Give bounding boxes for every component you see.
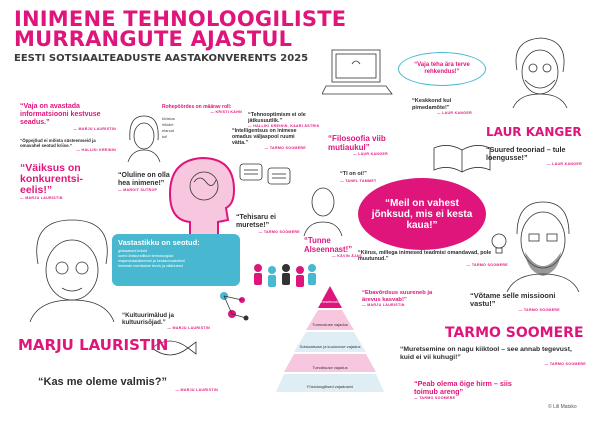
small-woman-portrait: [124, 110, 164, 162]
tarmo-soomere-portrait: [503, 194, 581, 292]
quote-author: — HALLIKI KREININ, KAARI ÄSTRIK: [248, 124, 320, 128]
quote-author: — LAUR KANGER: [546, 162, 582, 166]
quote-text: “Võtame selle missiooni vastu!”: [470, 291, 556, 308]
quote-author: — MARJU LAURISTIN: [362, 303, 405, 308]
man-portrait-center: [300, 180, 346, 236]
teal-item: inimeste mentaalne tervis ja väärtused: [118, 264, 183, 268]
teal-item: majandussüsteemid ja keskkonnakriisid: [118, 259, 185, 263]
pyramid-level-5: Füsioloogilised vajadused: [307, 384, 353, 389]
quote-block-3: [20, 163, 102, 200]
quote-author: — LAUR KANGER: [352, 152, 388, 156]
teal-item: globaalsed kriisid: [118, 249, 148, 253]
focus-list-author: — KRISTI KAHN: [210, 110, 242, 114]
quote-author: — TARMO SOOMERE: [258, 230, 300, 234]
quote-block-17: [414, 380, 534, 400]
quote-author: — TARMO SOOMERE: [414, 396, 456, 400]
interconnected-box: [112, 234, 240, 286]
quote-text: “Kiirus, millega inimesed teadmisi omandavad, pole muutunud.”: [358, 250, 492, 263]
quote-text: “Vaja on avastada informatsiooni kestvuse seadus.”: [20, 103, 101, 126]
big-speech-bubble: [358, 178, 486, 250]
quote-block-9: [236, 214, 300, 234]
title-line-1: INIMENE TEHNOLOOGILISTE: [14, 7, 347, 31]
teal-item: uued ühiskondlikud tehnoloogiad: [118, 254, 174, 258]
quote-text: “Väiksus on konkurentsi-eelis!”: [20, 162, 84, 196]
page-subtitle: EESTI SOTSIAALTEADUSTE AASTAKONVERENTS 2025: [14, 53, 309, 64]
page-title: [14, 9, 346, 49]
quote-text: “Muretsemine on nagu kiiktool – see annab tegevust, kuid ei vii kuhugi!”: [400, 346, 572, 361]
pyramid-level-2: Tunnustuse vajadus: [312, 322, 348, 327]
big-bubble-text: “Meil on vahest jõnksud, mis ei kesta kaua!”: [371, 197, 473, 231]
laur-kanger-portrait: [505, 30, 575, 108]
focus-item: riikidel: [162, 122, 174, 127]
teal-box-title: Vastastikku on seotud:: [118, 238, 200, 247]
quote-text: “Tunne Alseennast!”: [304, 236, 353, 254]
quote-author: — MARJU LAURISTIN: [20, 196, 63, 200]
quote-text: “Oluline on olla hea inimene!”: [118, 172, 170, 187]
quote-block-11: [358, 250, 508, 267]
quote-text: “Õppejõud ei mõista süsteemseid ja omavahel seotud kriise.”: [20, 138, 96, 148]
pyramid-level-1: Eneseteostus: [319, 300, 341, 304]
pyramid-level-4: Turvalisuse vajadus: [312, 365, 348, 370]
quote-block-5: [248, 112, 340, 128]
book-illustration: [432, 140, 494, 174]
quote-author: — MARJU LAURISTIN: [175, 388, 218, 392]
speech-icons: [238, 162, 294, 196]
quote-author: — TARMO SOOMERE: [518, 308, 560, 312]
title-line-2: MURRANGUTE AJASTUL: [14, 27, 293, 51]
quote-block-15: [486, 146, 582, 166]
quote-text: “TI on oi!”: [340, 171, 367, 177]
quote-author: — LAUR KANGER: [436, 111, 472, 115]
quote-block-14: [412, 98, 472, 115]
speaker-name-laur: LAUR KANGER: [486, 125, 582, 139]
quote-author: — TARMO SOOMERE: [264, 146, 306, 150]
speaker-name-tarmo: TARMO SOOMERE: [445, 325, 584, 341]
quote-text: “Kas me oleme valmis?”: [38, 376, 168, 388]
quote-text: “Intelligentsus on inimese omadus väljaspool ruumi vätta.”: [232, 128, 297, 146]
quote-rehkendus: “Vaja teha ära terve rehkendus!”: [414, 62, 470, 75]
quote-text: “Tehisaru ei muretse!”: [236, 214, 276, 229]
quote-text: “Keskkond kui pimedamõte!”: [412, 98, 452, 111]
quote-text: “Tehnooptimism ei ole jätkusuutlik.”: [248, 112, 306, 124]
quote-author: — TARMO SOOMERE: [466, 262, 508, 267]
quote-text: “Ebavõrdsus suureneb ja ärevus kasvab!”: [362, 290, 433, 303]
head-silhouette: [160, 150, 240, 240]
quote-author: — MARGIT SUTROP: [118, 188, 158, 192]
laptop-illustration: [322, 46, 402, 106]
quote-text: “Peab olema õige hirm – siis toimub areng”: [414, 379, 512, 396]
quote-author: — HALLIKI KREININ: [76, 148, 116, 152]
quote-block-13: [470, 292, 560, 312]
quote-text: “Filosoofia viib mutiaukul”: [328, 134, 386, 152]
focus-list: [162, 104, 242, 140]
speech-bubble-rehkendus: [398, 52, 486, 86]
quote-block-10: [304, 236, 362, 258]
quote-text: “Suured teooriad – tule loengusse!”: [486, 145, 566, 162]
quote-block-1: [20, 103, 116, 131]
quote-author: — TARMO SOOMERE: [544, 362, 586, 366]
focus-item: tööstus: [162, 116, 175, 121]
focus-item: tuli: [162, 134, 168, 139]
quote-author: — KÄVIN ÄJAS: [332, 254, 362, 258]
quote-block-7: [328, 134, 388, 156]
speaker-name-marju: MARJU LAURISTIN: [18, 336, 169, 354]
quote-block-19: [38, 376, 218, 392]
quote-text: “Kultuurimälud ja kultuurisõjad.”: [122, 312, 174, 326]
quote-author: — TANEL TAMMET: [340, 179, 377, 183]
pyramid-level-3: Sotsiaalsuse ja kuuluvuse vajadus: [299, 344, 361, 349]
credit: © Lili Matsko: [548, 404, 577, 410]
quote-block-18: [122, 312, 210, 330]
focus-item: elanud: [162, 128, 175, 133]
marju-lauristin-portrait: [26, 212, 118, 322]
quote-author: — MARJU LAURISTIN: [167, 326, 210, 330]
focus-list-title: Rohepöördes on määrav roll:: [162, 104, 232, 110]
quote-block-2: [20, 138, 116, 152]
quote-block-6: [232, 128, 306, 150]
quote-block-16: [400, 346, 586, 366]
quote-author: — MARJU LAURISTIN: [73, 127, 116, 131]
quote-block-8: [340, 170, 380, 183]
molecule-illustration: [214, 286, 254, 326]
